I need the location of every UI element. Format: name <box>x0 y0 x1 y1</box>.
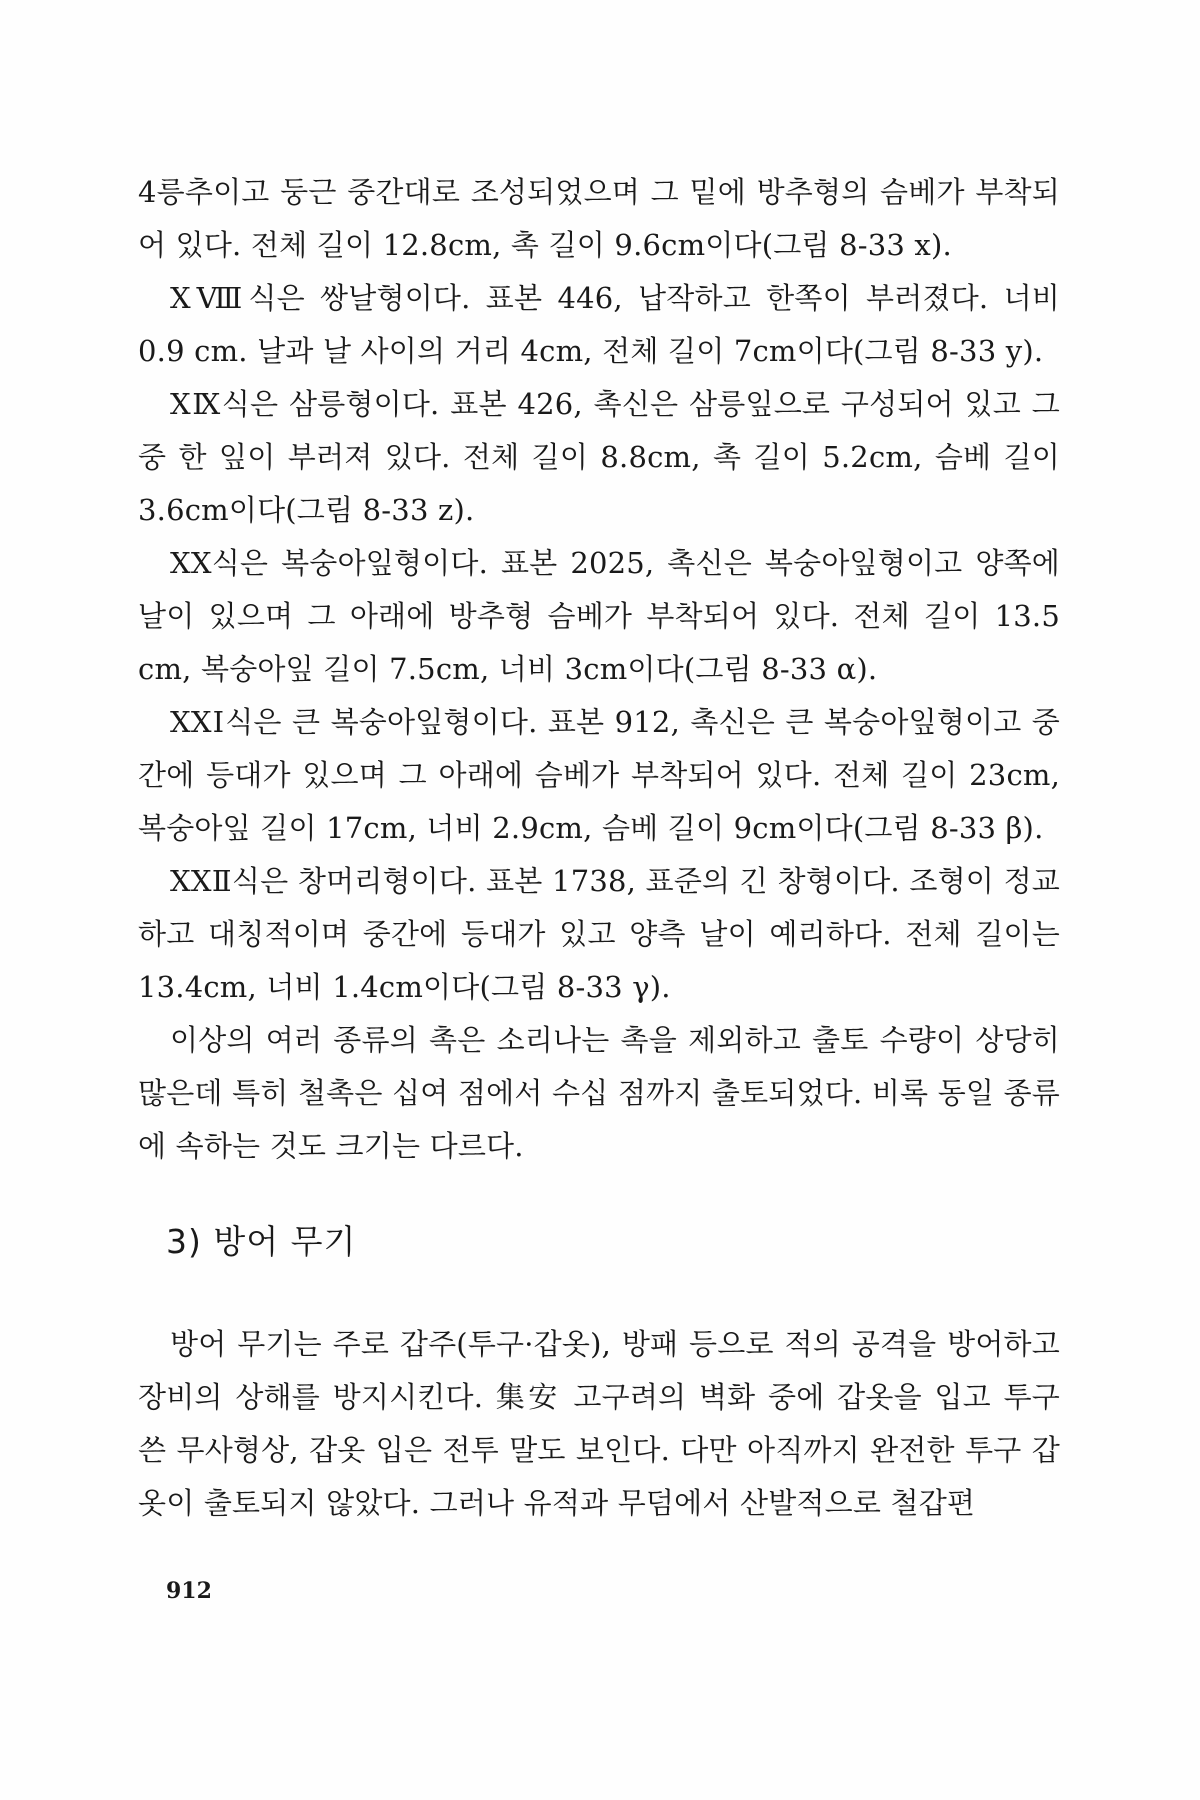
section-heading: 3) 방어 무기 <box>166 1222 357 1261</box>
paragraph-defensive-weapons: 방어 무기는 주로 갑주(투구·갑옷), 방패 등으로 적의 공격을 방어하고 장비의 상해를 방지시킨다. 集安 고구려의 벽화 중에 갑옷을 입고 투구 쓴 무사형상, 갑옷 입은 전투 말도 보인다. 다만 아직까지 완전한 투구 갑옷이 출토되지 않았다. 그러나 유적과 무덤에서 산발적으로 철갑편 <box>138 1327 1060 1520</box>
body-text <box>138 166 1060 1173</box>
paragraph-type-20: XX식은 복숭아잎형이다. 표본 2025, 촉신은 복숭아잎형이고 양쪽에 날이 있으며 그 아래에 방추형 슴베가 부착되어 있다. 전체 길이 13.5 cm, 복숭아잎 길이 7.5cm, 너비 3cm이다(그림 8-33 α). <box>138 546 1060 686</box>
paragraph-4-ridge-arrowhead: 4릉추이고 둥근 중간대로 조성되었으며 그 밑에 방추형의 슴베가 부착되어 있다. 전체 길이 12.8cm, 촉 길이 9.6cm이다(그림 8-33 x). <box>138 175 1060 262</box>
paragraph-summary: 이상의 여러 종류의 촉은 소리나는 촉을 제외하고 출토 수량이 상당히 많은데 특히 철촉은 십여 점에서 수십 점까지 출토되었다. 비록 동일 종류에 속하는 것도 크기는 다르다. <box>138 1023 1060 1163</box>
paragraph-type-19: XⅨ식은 삼릉형이다. 표본 426, 촉신은 삼릉잎으로 구성되어 있고 그 중 한 잎이 부러져 있다. 전체 길이 8.8cm, 촉 길이 5.2cm, 슴베 길이 3.6cm이다(그림 8-33 z). <box>138 387 1060 527</box>
page-number: 912 <box>166 1578 212 1604</box>
paragraph-type-18: XⅧ식은 쌍날형이다. 표본 446, 납작하고 한쪽이 부러졌다. 너비 0.9 cm. 날과 날 사이의 거리 4cm, 전체 길이 7cm이다(그림 8-33 y). <box>138 281 1060 368</box>
paragraph-type-22: XXⅡ식은 창머리형이다. 표본 1738, 표준의 긴 창형이다. 조형이 정교하고 대칭적이며 중간에 등대가 있고 양측 날이 예리하다. 전체 길이는 13.4cm, 너비 1.4cm이다(그림 8-33 γ). <box>138 864 1060 1004</box>
paragraph-type-21: XXⅠ식은 큰 복숭아잎형이다. 표본 912, 촉신은 큰 복숭아잎형이고 중간에 등대가 있으며 그 아래에 슴베가 부착되어 있다. 전체 길이 23cm, 복숭아잎 길이 17cm, 너비 2.9cm, 슴베 길이 9cm이다(그림 8-33 β). <box>138 705 1060 845</box>
section-text <box>138 1318 1060 1530</box>
